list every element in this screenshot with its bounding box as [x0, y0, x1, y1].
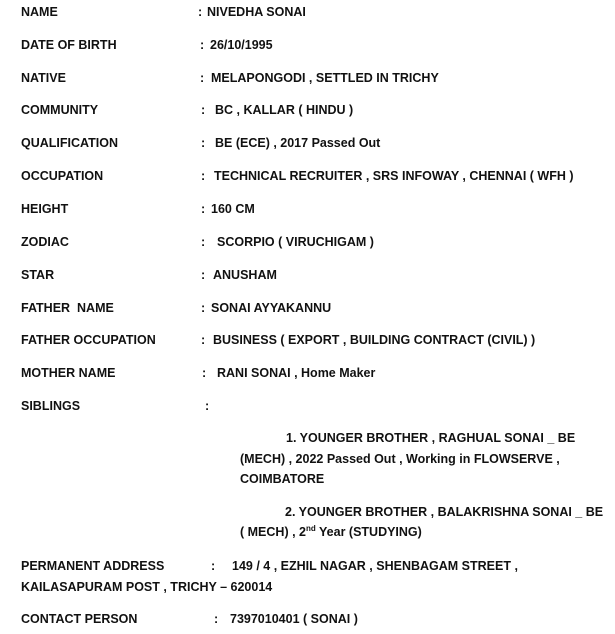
address-line-2-row — [0, 578, 615, 596]
field-value: TECHNICAL RECRUITER , SRS INFOWAY , CHENNAI ( WFH ) — [214, 169, 574, 183]
field-label: DATE OF BIRTH — [21, 38, 117, 52]
sibling-1-line-3: COIMBATORE — [240, 472, 325, 486]
colon: : — [201, 333, 206, 347]
field-value: NIVEDHA SONAI — [207, 5, 306, 19]
address-line-1: 149 / 4 , EZHIL NAGAR , SHENBAGAM STREET , — [232, 559, 518, 573]
colon: : — [201, 268, 206, 282]
field-row-dob — [0, 36, 615, 54]
colon: : — [211, 559, 216, 573]
field-label: NAME — [21, 5, 58, 19]
field-value: ANUSHAM — [213, 268, 277, 282]
field-row-community — [0, 101, 615, 119]
field-value: 26/10/1995 — [210, 38, 273, 52]
colon: : — [198, 5, 203, 19]
field-label: NATIVE — [21, 71, 66, 85]
field-value: RANI SONAI , Home Maker — [217, 366, 376, 380]
field-row-zodiac — [0, 233, 615, 251]
field-label: QUALIFICATION — [21, 136, 118, 150]
field-value: SONAI AYYAKANNU — [211, 301, 332, 315]
colon: : — [214, 612, 219, 626]
field-row-name — [0, 3, 615, 21]
field-row-star — [0, 266, 615, 284]
colon: : — [201, 202, 206, 216]
colon: : — [201, 169, 206, 183]
sibling-2-line-2 — [240, 522, 422, 543]
field-value: 160 CM — [211, 202, 255, 216]
field-value: BE (ECE) , 2017 Passed Out — [215, 136, 381, 150]
colon: : — [201, 235, 206, 249]
field-row-qualification — [0, 134, 615, 152]
address-line-2: KAILASAPURAM POST , TRICHY – 620014 — [21, 580, 273, 594]
field-row-father-occupation — [0, 331, 615, 349]
field-label: MOTHER NAME — [21, 366, 116, 380]
field-row-contact — [0, 610, 615, 628]
field-row-mother-name — [0, 364, 615, 382]
field-label: COMMUNITY — [21, 103, 99, 117]
colon: : — [201, 136, 206, 150]
field-row-siblings — [0, 397, 615, 415]
field-label: FATHER NAME — [21, 301, 114, 315]
colon: : — [200, 38, 205, 52]
field-label: SIBLINGS — [21, 399, 81, 413]
field-value: SCORPIO ( VIRUCHIGAM ) — [217, 235, 374, 249]
colon: : — [201, 103, 206, 117]
sibling-1-line-2: (MECH) , 2022 Passed Out , Working in FLOWSERVE , — [240, 452, 560, 466]
field-label: PERMANENT ADDRESS — [21, 559, 165, 573]
field-value: 7397010401 ( SONAI ) — [230, 612, 358, 626]
colon: : — [201, 301, 206, 315]
field-label: HEIGHT — [21, 202, 69, 216]
colon: : — [205, 399, 210, 413]
field-row-height — [0, 200, 615, 218]
sibling-2-line-1: 2. YOUNGER BROTHER , BALAKRISHNA SONAI _ BE — [285, 505, 604, 519]
sibling-2-text-post: Year (STUDYING) — [315, 525, 422, 539]
field-label: ZODIAC — [21, 235, 69, 249]
sibling-2-text-pre: ( MECH) , 2 — [240, 525, 306, 539]
field-value: BC , KALLAR ( HINDU ) — [215, 103, 354, 117]
field-label: CONTACT PERSON — [21, 612, 138, 626]
ordinal-suffix: nd — [305, 524, 316, 533]
field-row-address — [0, 557, 615, 575]
field-value: MELAPONGODI , SETTLED IN TRICHY — [211, 71, 439, 85]
field-value: BUSINESS ( EXPORT , BUILDING CONTRACT (CIVIL) ) — [213, 333, 536, 347]
colon: : — [202, 366, 207, 380]
colon: : — [200, 71, 205, 85]
field-label: STAR — [21, 268, 55, 282]
field-row-native — [0, 69, 615, 87]
field-row-occupation — [0, 167, 615, 185]
field-label: FATHER OCCUPATION — [21, 333, 156, 347]
field-row-father-name — [0, 299, 615, 317]
sibling-1-line-1: 1. YOUNGER BROTHER , RAGHUAL SONAI _ BE — [286, 431, 576, 445]
field-label: OCCUPATION — [21, 169, 104, 183]
